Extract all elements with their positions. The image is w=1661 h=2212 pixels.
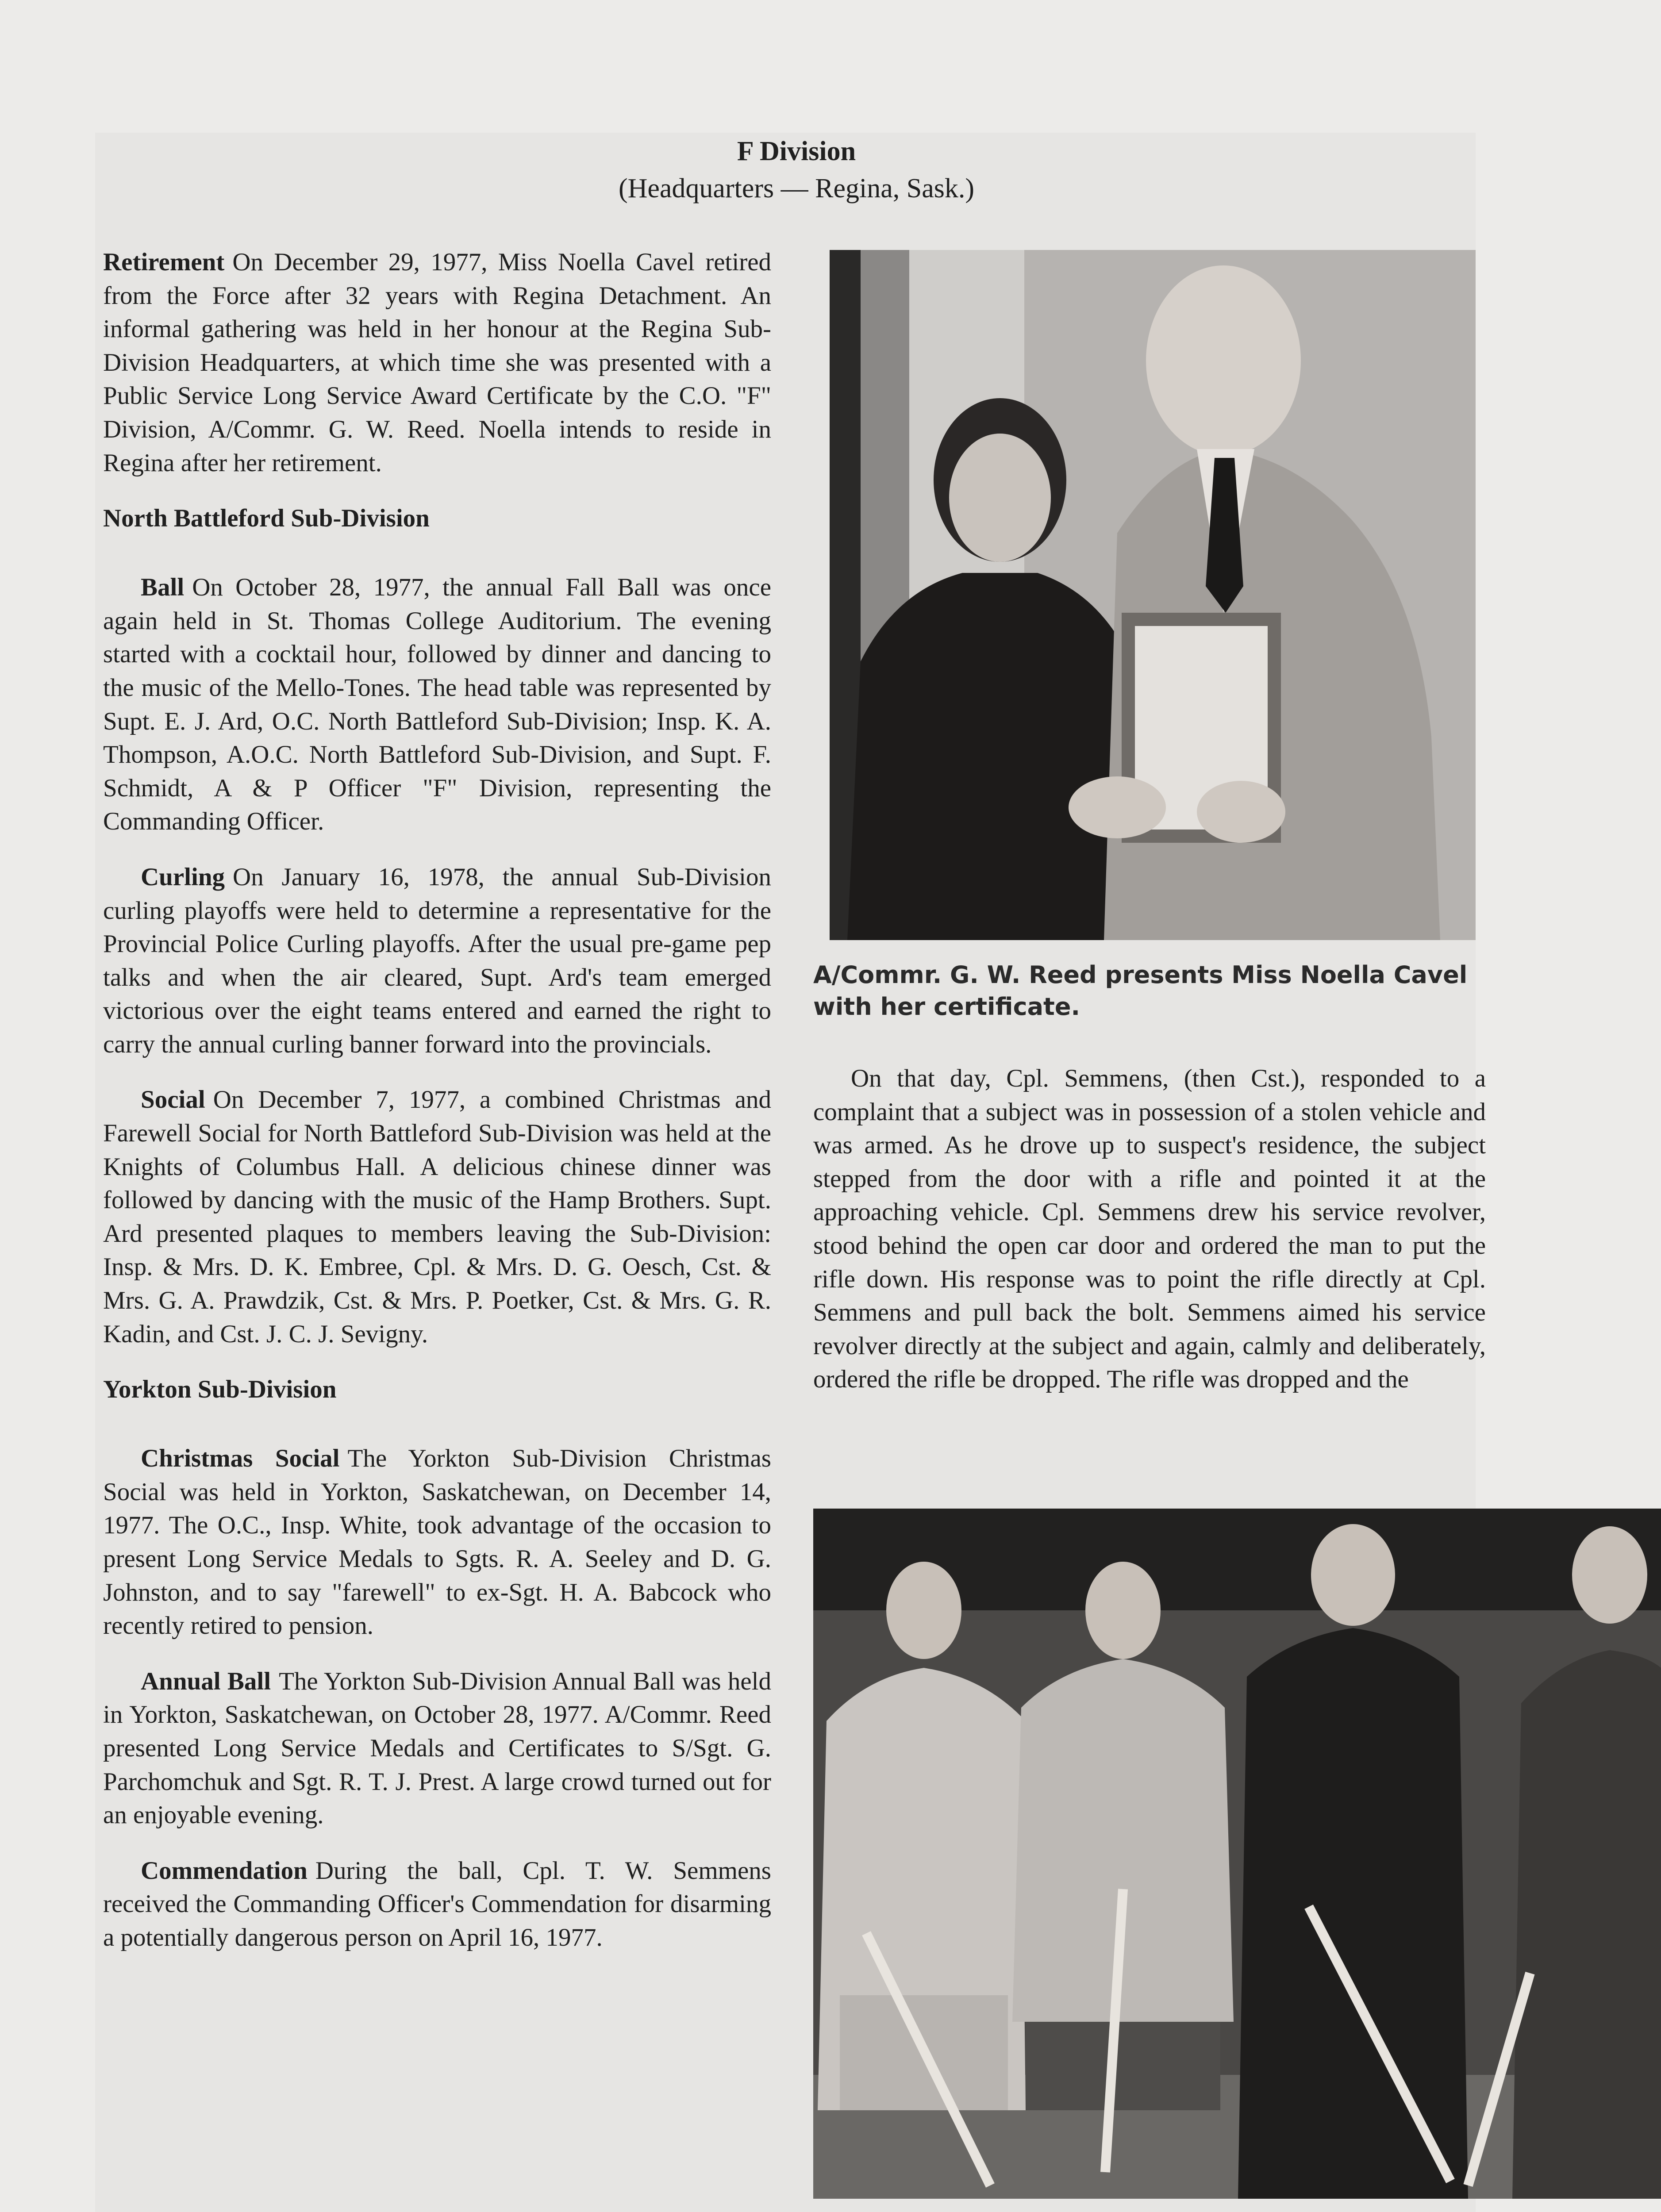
photo-curling-team <box>813 1509 1661 2199</box>
left-column <box>103 246 771 1977</box>
curling-paragraph <box>103 860 771 1061</box>
annual-ball-lead: Annual Ball <box>141 1667 271 1695</box>
christmas-social-paragraph <box>103 1442 771 1643</box>
caption-certificate-photo: A/Commr. G. W. Reed presents Miss Noella Cavel with her certificate. <box>813 961 1468 1021</box>
commendation-text: During the ball, Cpl. T. W. Semmens received the Commanding Officer's Commendation for disarming a potentially dangerous person on April 16, 1977. <box>103 1856 771 1951</box>
retirement-text: On December 29, 1977, Miss Noella Cavel retired from the Force after 32 years with Regina Detachment. An informal gathering was held in her honour at the Regina Sub-Division Headquarters, at which time she was presented with a Public Service Long Service Award Certificate by the C.O. "F" Division, A/Commr. G. W. Reed. Noella intends to reside in Regina after her retirement. <box>103 248 771 477</box>
retirement-paragraph <box>103 246 771 480</box>
semmens-story-paragraph: On that day, Cpl. Semmens, (then Cst.), responded to a complaint that a subject was in possession of a stolen vehicle and was armed. As he drove up to suspect's residence, the subject stepped from the door with a rifle and pointed it at the approaching vehicle. Cpl. Semmens drew his service revolver, stood behind the open car door and ordered the man to put the rifle down. His response was to point the rifle directly at Cpl. Semmens and pull back the bolt. Semmens aimed his service revolver directly at the subject and again, calmly and deliberately, ordered the rifle be dropped. The rifle was dropped and the <box>813 1064 1486 1394</box>
social-lead: Social <box>141 1086 205 1114</box>
commendation-paragraph <box>103 1854 771 1955</box>
commendation-lead: Commendation <box>141 1856 308 1885</box>
social-paragraph <box>103 1083 771 1351</box>
page-header <box>442 133 1150 207</box>
social-text: On December 7, 1977, a combined Christmas and Farewell Social for North Battleford Sub-Division was held at the Knights of Columbus Hall. A delicious chinese dinner was followed by dancing with the music of the Hamp Brothers. Supt. Ard presented plaques to members leaving the Sub-Division: Insp. & Mrs. D. K. Embree, Cpl. & Mrs. D. G. Oesch, Cst. & Mrs. G. A. Prawdzik, Cst. & Mrs. P. Poetker, Cst. & Mrs. G. R. Kadin, and Cst. J. C. J. Sevigny. <box>103 1086 771 1348</box>
photo-certificate-presentation <box>830 250 1476 940</box>
right-column <box>813 1062 1486 1396</box>
annual-ball-text: The Yorkton Sub-Division Annual Ball was held in Yorkton, Saskatchewan, on October 28, 1977. A/Commr. Reed presented Long Service Medals and Certificates to S/Sgt. G. Parchomchuk and Sgt. R. T. J. Prest. A large crowd turned out for an enjoyable evening. <box>103 1667 771 1829</box>
division-subtitle: (Headquarters — Regina, Sask.) <box>618 173 975 204</box>
north-battleford-heading: North Battleford Sub-Division <box>103 504 430 533</box>
yorkton-heading: Yorkton Sub-Division <box>103 1375 337 1404</box>
ball-lead: Ball <box>141 573 185 602</box>
ball-text: On October 28, 1977, the annual Fall Ball was once again held in St. Thomas College Auditorium. The evening started with a cocktail hour, followed by dinner and dancing to the music of the Mello-Tones. The head table was represented by Supt. E. J. Ard, O.C. North Battleford Sub-Division; Insp. K. A. Thompson, A.O.C. North Battleford Sub-Division, and Supt. F. Schmidt, A & P Officer "F" Division, representing the Commanding Officer. <box>103 573 771 836</box>
ball-paragraph <box>103 571 771 838</box>
christmas-social-lead: Christmas Social <box>141 1444 340 1473</box>
annual-ball-paragraph <box>103 1665 771 1832</box>
curling-text: On January 16, 1978, the annual Sub-Division curling playoffs were held to determine a representative for the Provincial Police Curling playoffs. After the usual pre-game pep talks and when the air cleared, Supt. Ard's team emerged victorious over the eight teams entered and earned the right to carry the annual curling banner forward into the provincials. <box>103 863 771 1058</box>
christmas-social-text: The Yorkton Sub-Division Christmas Social was held in Yorkton, Saskatchewan, on December 14, 1977. The O.C., Insp. White, took advantage of the occasion to present Long Service Medals to Sgts. R. A. Seeley and D. G. Johnston, and to say "farewell" to ex-Sgt. H. A. Babcock who recently retired to pension. <box>103 1444 771 1640</box>
division-title: F Division <box>737 136 856 166</box>
curling-lead: Curling <box>141 863 225 891</box>
retirement-lead: Retirement <box>103 248 225 276</box>
